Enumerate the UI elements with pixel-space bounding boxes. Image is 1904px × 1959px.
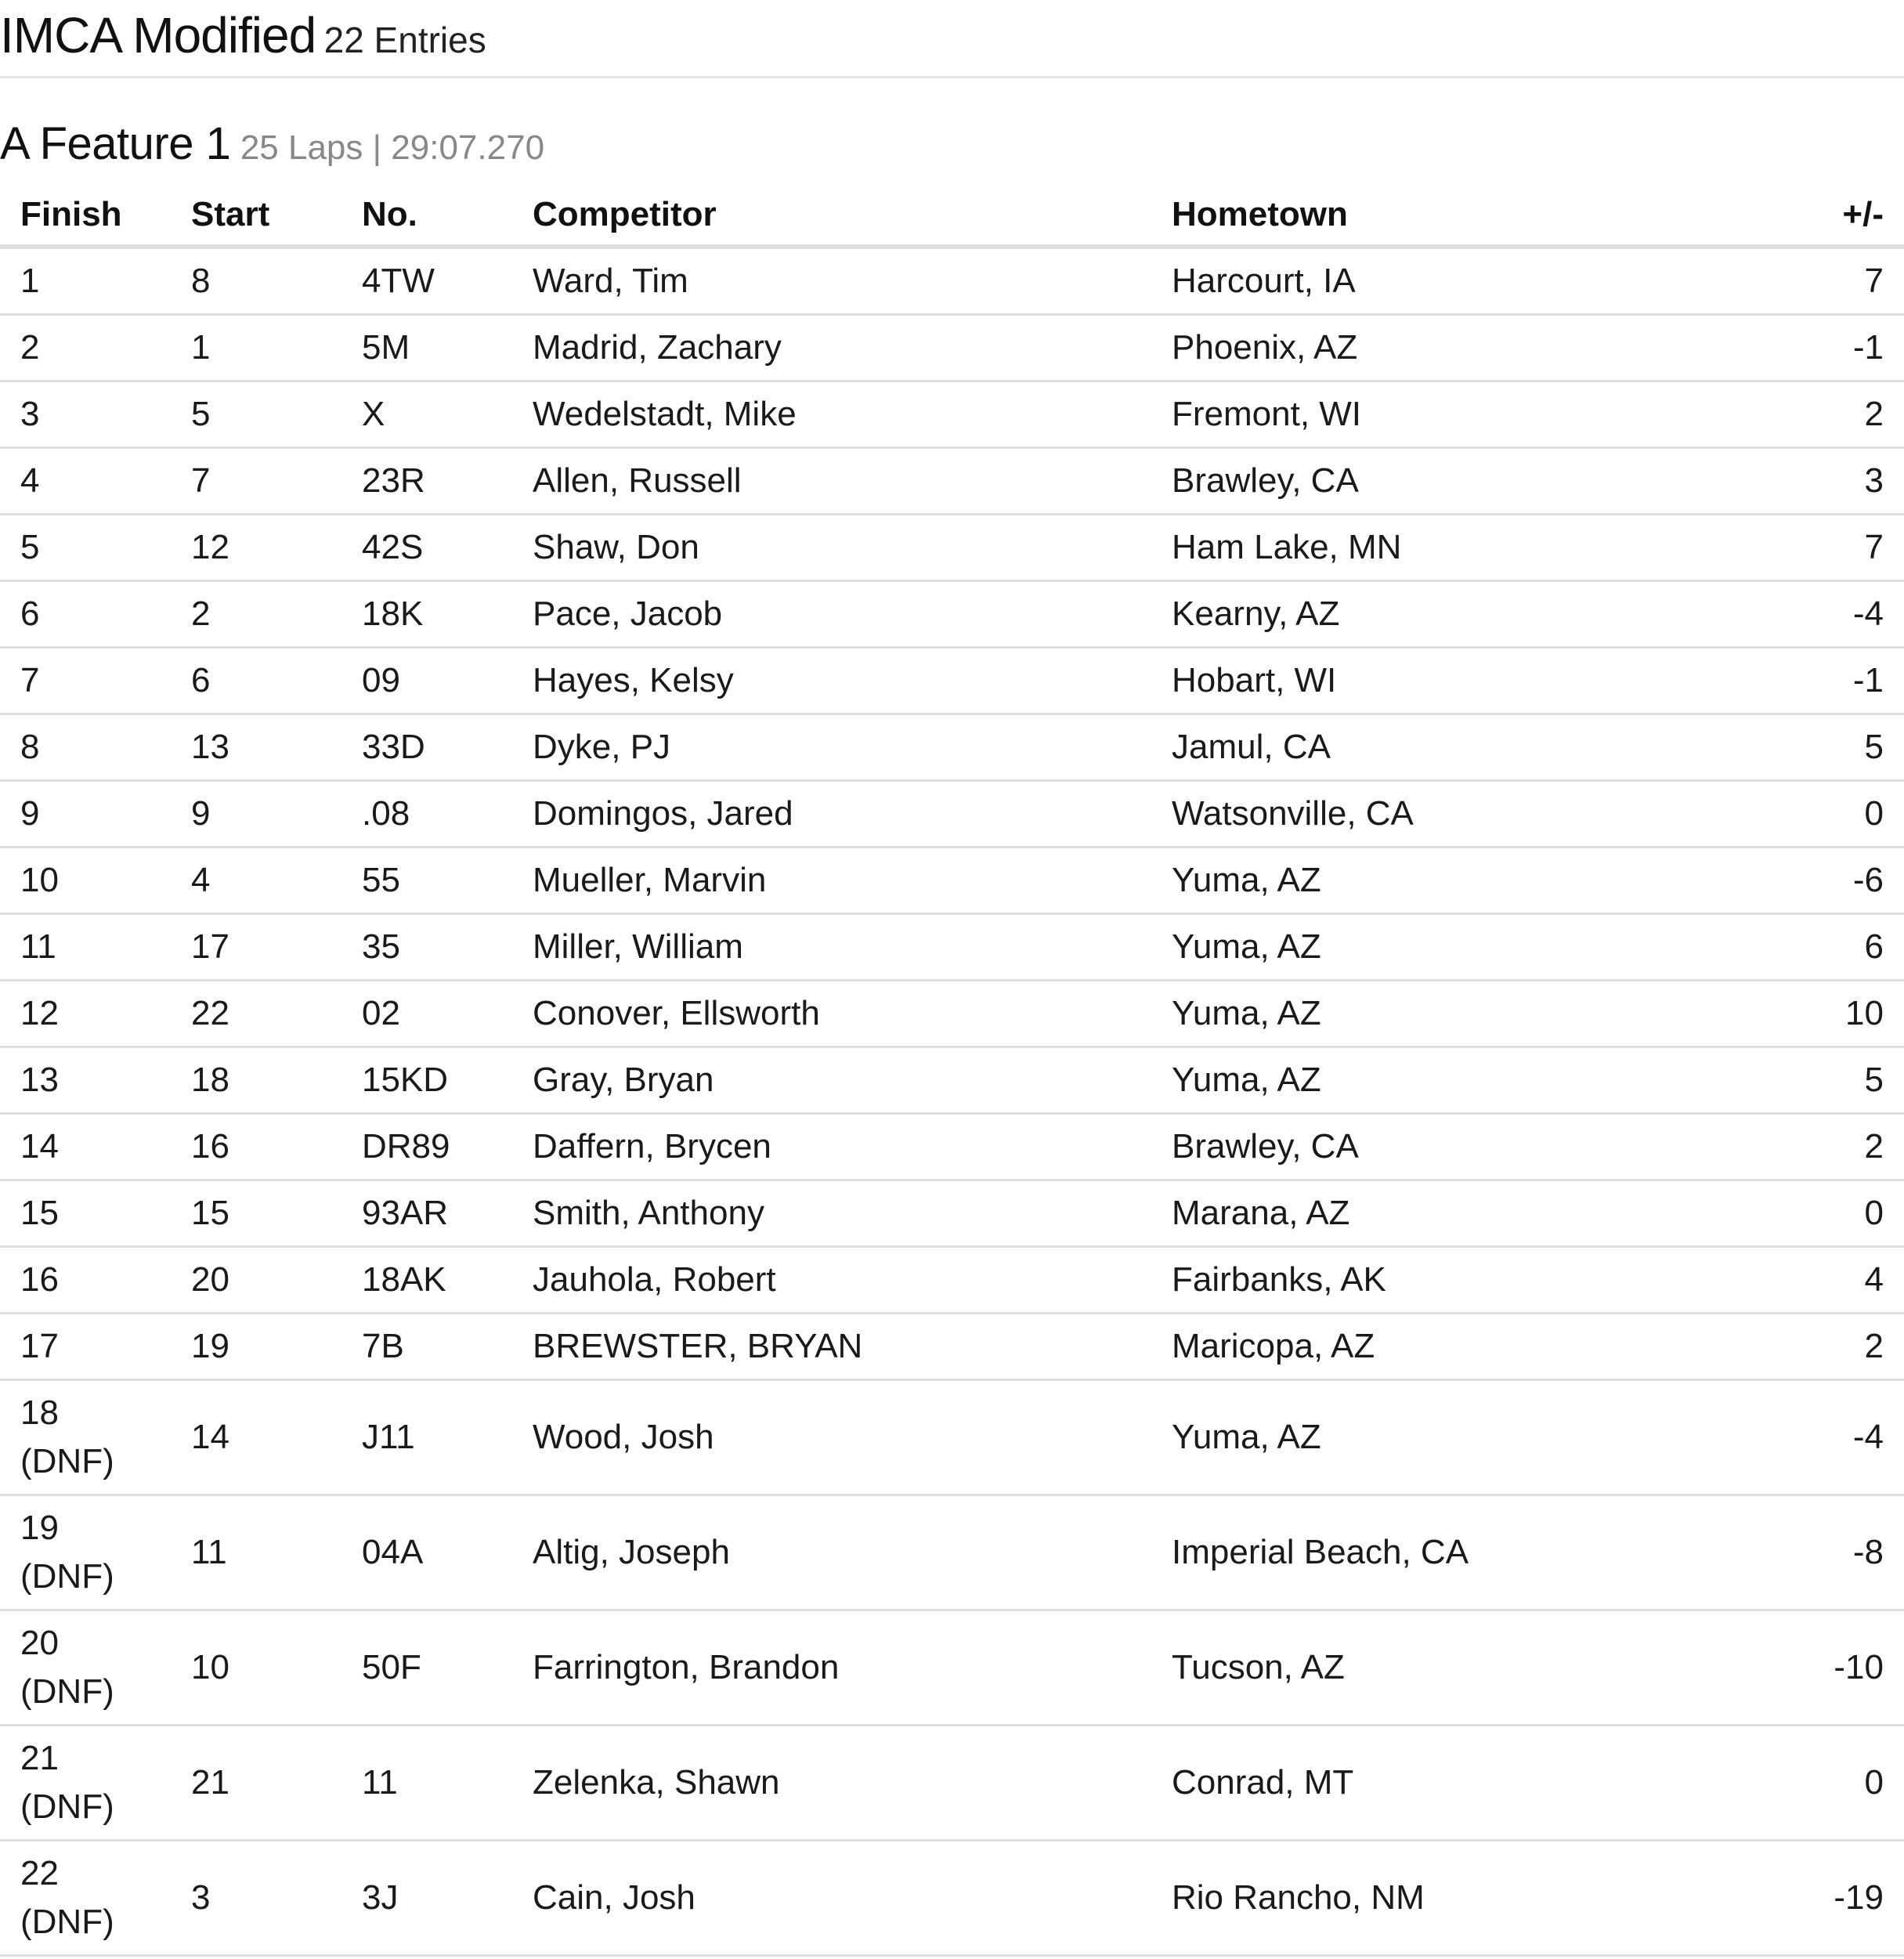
diff-cell: 6 bbox=[1778, 914, 1904, 981]
details-separator: | bbox=[372, 128, 382, 167]
race-time: 29:07.270 bbox=[391, 128, 545, 167]
diff-cell: -8 bbox=[1778, 1495, 1904, 1610]
car-number-cell: DR89 bbox=[341, 1114, 512, 1180]
finish-cell bbox=[0, 1114, 171, 1180]
competitor-cell: BREWSTER, BRYAN bbox=[512, 1314, 1151, 1380]
table-row bbox=[0, 1047, 1904, 1114]
finish-status: (DNF) bbox=[20, 1903, 114, 1941]
hometown-cell: Ham Lake, MN bbox=[1151, 515, 1778, 581]
entries-count: 22 Entries bbox=[323, 20, 486, 60]
finish-cell bbox=[0, 981, 171, 1047]
diff-cell: 7 bbox=[1778, 515, 1904, 581]
table-row bbox=[0, 1610, 1904, 1726]
start-cell: 6 bbox=[171, 648, 341, 714]
finish-position: 22 bbox=[20, 1854, 59, 1892]
hometown-cell: Yuma, AZ bbox=[1151, 1047, 1778, 1114]
finish-position: 7 bbox=[20, 661, 40, 699]
event-details bbox=[240, 128, 544, 167]
finish-cell bbox=[0, 781, 171, 848]
start-cell: 22 bbox=[171, 981, 341, 1047]
table-row bbox=[0, 1380, 1904, 1495]
hometown-cell: Brawley, CA bbox=[1151, 1114, 1778, 1180]
table-row bbox=[0, 448, 1904, 515]
table-row bbox=[0, 1247, 1904, 1314]
diff-cell: 10 bbox=[1778, 981, 1904, 1047]
finish-cell bbox=[0, 247, 171, 315]
diff-cell: -1 bbox=[1778, 315, 1904, 381]
event-title: A Feature 1 bbox=[0, 118, 231, 169]
finish-position: 18 bbox=[20, 1393, 59, 1432]
hometown-cell: Hobart, WI bbox=[1151, 648, 1778, 714]
hometown-cell: Conrad, MT bbox=[1151, 1726, 1778, 1841]
diff-cell: 3 bbox=[1778, 448, 1904, 515]
start-cell: 10 bbox=[171, 1610, 341, 1726]
finish-cell bbox=[0, 1247, 171, 1314]
competitor-cell: Allen, Russell bbox=[512, 448, 1151, 515]
finish-cell bbox=[0, 1726, 171, 1841]
competitor-cell: Conover, Ellsworth bbox=[512, 981, 1151, 1047]
table-row bbox=[0, 381, 1904, 448]
table-row bbox=[0, 315, 1904, 381]
hometown-cell: Phoenix, AZ bbox=[1151, 315, 1778, 381]
finish-position: 14 bbox=[20, 1127, 59, 1166]
finish-cell bbox=[0, 381, 171, 448]
car-number-cell: 3J bbox=[341, 1841, 512, 1956]
car-number-cell: .08 bbox=[341, 781, 512, 848]
finish-status: (DNF) bbox=[20, 1557, 114, 1596]
car-number-cell: 11 bbox=[341, 1726, 512, 1841]
start-cell: 12 bbox=[171, 515, 341, 581]
car-number-cell: 18AK bbox=[341, 1247, 512, 1314]
start-cell: 19 bbox=[171, 1314, 341, 1380]
finish-cell bbox=[0, 1380, 171, 1495]
hometown-cell: Imperial Beach, CA bbox=[1151, 1495, 1778, 1610]
finish-position: 17 bbox=[20, 1327, 59, 1365]
finish-status: (DNF) bbox=[20, 1442, 114, 1480]
finish-position: 13 bbox=[20, 1061, 59, 1099]
finish-position: 5 bbox=[20, 528, 40, 566]
competitor-cell: Gray, Bryan bbox=[512, 1047, 1151, 1114]
table-row bbox=[0, 1180, 1904, 1247]
diff-cell: -6 bbox=[1778, 848, 1904, 914]
hometown-cell: Harcourt, IA bbox=[1151, 247, 1778, 315]
competitor-cell: Mueller, Marvin bbox=[512, 848, 1151, 914]
finish-position: 19 bbox=[20, 1509, 59, 1547]
diff-cell: -4 bbox=[1778, 1380, 1904, 1495]
hometown-cell: Jamul, CA bbox=[1151, 714, 1778, 781]
start-cell: 17 bbox=[171, 914, 341, 981]
finish-status: (DNF) bbox=[20, 1672, 114, 1711]
competitor-cell: Hayes, Kelsy bbox=[512, 648, 1151, 714]
start-cell: 1 bbox=[171, 315, 341, 381]
finish-cell bbox=[0, 1314, 171, 1380]
class-header bbox=[0, 6, 1904, 78]
finish-position: 21 bbox=[20, 1739, 59, 1777]
laps-count: 25 Laps bbox=[240, 128, 363, 167]
competitor-cell: Altig, Joseph bbox=[512, 1495, 1151, 1610]
car-number-cell: 55 bbox=[341, 848, 512, 914]
event-header bbox=[0, 117, 544, 170]
finish-position: 2 bbox=[20, 328, 40, 367]
results-table bbox=[0, 185, 1904, 1957]
car-number-cell: 50F bbox=[341, 1610, 512, 1726]
start-cell: 16 bbox=[171, 1114, 341, 1180]
car-number-cell: 7B bbox=[341, 1314, 512, 1380]
competitor-cell: Smith, Anthony bbox=[512, 1180, 1151, 1247]
competitor-cell: Madrid, Zachary bbox=[512, 315, 1151, 381]
finish-cell bbox=[0, 1610, 171, 1726]
hometown-cell: Fairbanks, AK bbox=[1151, 1247, 1778, 1314]
column-header-number: No. bbox=[341, 185, 512, 247]
finish-position: 16 bbox=[20, 1260, 59, 1299]
header-row bbox=[0, 185, 1904, 247]
car-number-cell: 93AR bbox=[341, 1180, 512, 1247]
column-header-hometown: Hometown bbox=[1151, 185, 1778, 247]
diff-cell: -4 bbox=[1778, 581, 1904, 648]
diff-cell: 5 bbox=[1778, 714, 1904, 781]
competitor-cell: Dyke, PJ bbox=[512, 714, 1151, 781]
diff-cell: 0 bbox=[1778, 781, 1904, 848]
hometown-cell: Fremont, WI bbox=[1151, 381, 1778, 448]
hometown-cell: Maricopa, AZ bbox=[1151, 1314, 1778, 1380]
finish-cell bbox=[0, 1047, 171, 1114]
finish-cell bbox=[0, 448, 171, 515]
table-row bbox=[0, 981, 1904, 1047]
start-cell: 14 bbox=[171, 1380, 341, 1495]
start-cell: 2 bbox=[171, 581, 341, 648]
finish-position: 6 bbox=[20, 595, 40, 633]
competitor-cell: Farrington, Brandon bbox=[512, 1610, 1151, 1726]
hometown-cell: Yuma, AZ bbox=[1151, 914, 1778, 981]
finish-cell bbox=[0, 1841, 171, 1956]
car-number-cell: 42S bbox=[341, 515, 512, 581]
finish-position: 20 bbox=[20, 1624, 59, 1662]
column-header-finish: Finish bbox=[0, 185, 171, 247]
competitor-cell: Pace, Jacob bbox=[512, 581, 1151, 648]
finish-cell bbox=[0, 648, 171, 714]
finish-cell bbox=[0, 714, 171, 781]
finish-cell bbox=[0, 315, 171, 381]
table-row bbox=[0, 714, 1904, 781]
diff-cell: 2 bbox=[1778, 1314, 1904, 1380]
start-cell: 3 bbox=[171, 1841, 341, 1956]
finish-cell bbox=[0, 914, 171, 981]
diff-cell: 7 bbox=[1778, 247, 1904, 315]
column-header-start: Start bbox=[171, 185, 341, 247]
diff-cell: 2 bbox=[1778, 1114, 1904, 1180]
table-row bbox=[0, 1726, 1904, 1841]
car-number-cell: 15KD bbox=[341, 1047, 512, 1114]
car-number-cell: 09 bbox=[341, 648, 512, 714]
table-row bbox=[0, 1314, 1904, 1380]
start-cell: 18 bbox=[171, 1047, 341, 1114]
competitor-cell: Domingos, Jared bbox=[512, 781, 1151, 848]
competitor-cell: Wedelstadt, Mike bbox=[512, 381, 1151, 448]
car-number-cell: 18K bbox=[341, 581, 512, 648]
car-number-cell: 4TW bbox=[341, 247, 512, 315]
table-body bbox=[0, 247, 1904, 1956]
class-title: IMCA Modified bbox=[0, 7, 316, 63]
competitor-cell: Shaw, Don bbox=[512, 515, 1151, 581]
diff-cell: -19 bbox=[1778, 1841, 1904, 1956]
diff-cell: 2 bbox=[1778, 381, 1904, 448]
diff-cell: 4 bbox=[1778, 1247, 1904, 1314]
finish-position: 3 bbox=[20, 395, 40, 433]
finish-position: 8 bbox=[20, 728, 40, 766]
diff-cell: 0 bbox=[1778, 1180, 1904, 1247]
start-cell: 5 bbox=[171, 381, 341, 448]
start-cell: 9 bbox=[171, 781, 341, 848]
table-row bbox=[0, 848, 1904, 914]
start-cell: 20 bbox=[171, 1247, 341, 1314]
competitor-cell: Cain, Josh bbox=[512, 1841, 1151, 1956]
start-cell: 13 bbox=[171, 714, 341, 781]
column-header-competitor: Competitor bbox=[512, 185, 1151, 247]
finish-cell bbox=[0, 1180, 171, 1247]
hometown-cell: Yuma, AZ bbox=[1151, 1380, 1778, 1495]
table-row bbox=[0, 247, 1904, 315]
start-cell: 4 bbox=[171, 848, 341, 914]
finish-position: 15 bbox=[20, 1194, 59, 1232]
table-row bbox=[0, 515, 1904, 581]
hometown-cell: Brawley, CA bbox=[1151, 448, 1778, 515]
car-number-cell: 5M bbox=[341, 315, 512, 381]
hometown-cell: Marana, AZ bbox=[1151, 1180, 1778, 1247]
finish-position: 4 bbox=[20, 461, 40, 500]
diff-cell: -1 bbox=[1778, 648, 1904, 714]
competitor-cell: Jauhola, Robert bbox=[512, 1247, 1151, 1314]
start-cell: 7 bbox=[171, 448, 341, 515]
start-cell: 21 bbox=[171, 1726, 341, 1841]
car-number-cell: J11 bbox=[341, 1380, 512, 1495]
finish-cell bbox=[0, 581, 171, 648]
table-row bbox=[0, 648, 1904, 714]
hometown-cell: Watsonville, CA bbox=[1151, 781, 1778, 848]
finish-cell bbox=[0, 848, 171, 914]
table-row bbox=[0, 1841, 1904, 1956]
hometown-cell: Yuma, AZ bbox=[1151, 848, 1778, 914]
car-number-cell: 33D bbox=[341, 714, 512, 781]
start-cell: 8 bbox=[171, 247, 341, 315]
hometown-cell: Kearny, AZ bbox=[1151, 581, 1778, 648]
competitor-cell: Daffern, Brycen bbox=[512, 1114, 1151, 1180]
car-number-cell: 35 bbox=[341, 914, 512, 981]
start-cell: 11 bbox=[171, 1495, 341, 1610]
diff-cell: -10 bbox=[1778, 1610, 1904, 1726]
finish-position: 10 bbox=[20, 861, 59, 899]
diff-cell: 5 bbox=[1778, 1047, 1904, 1114]
hometown-cell: Tucson, AZ bbox=[1151, 1610, 1778, 1726]
competitor-cell: Zelenka, Shawn bbox=[512, 1726, 1151, 1841]
competitor-cell: Wood, Josh bbox=[512, 1380, 1151, 1495]
hometown-cell: Rio Rancho, NM bbox=[1151, 1841, 1778, 1956]
competitor-cell: Ward, Tim bbox=[512, 247, 1151, 315]
table-header bbox=[0, 185, 1904, 247]
finish-status: (DNF) bbox=[20, 1787, 114, 1826]
finish-position: 12 bbox=[20, 994, 59, 1032]
competitor-cell: Miller, William bbox=[512, 914, 1151, 981]
finish-position: 11 bbox=[20, 927, 56, 966]
diff-cell: 0 bbox=[1778, 1726, 1904, 1841]
finish-position: 1 bbox=[20, 262, 40, 300]
table-row bbox=[0, 1114, 1904, 1180]
hometown-cell: Yuma, AZ bbox=[1151, 981, 1778, 1047]
finish-position: 9 bbox=[20, 794, 40, 833]
start-cell: 15 bbox=[171, 1180, 341, 1247]
column-header-diff: +/- bbox=[1778, 185, 1904, 247]
table-row bbox=[0, 1495, 1904, 1610]
finish-cell bbox=[0, 515, 171, 581]
table-row bbox=[0, 581, 1904, 648]
car-number-cell: X bbox=[341, 381, 512, 448]
car-number-cell: 02 bbox=[341, 981, 512, 1047]
table-row bbox=[0, 781, 1904, 848]
table-row bbox=[0, 914, 1904, 981]
car-number-cell: 04A bbox=[341, 1495, 512, 1610]
finish-cell bbox=[0, 1495, 171, 1610]
car-number-cell: 23R bbox=[341, 448, 512, 515]
